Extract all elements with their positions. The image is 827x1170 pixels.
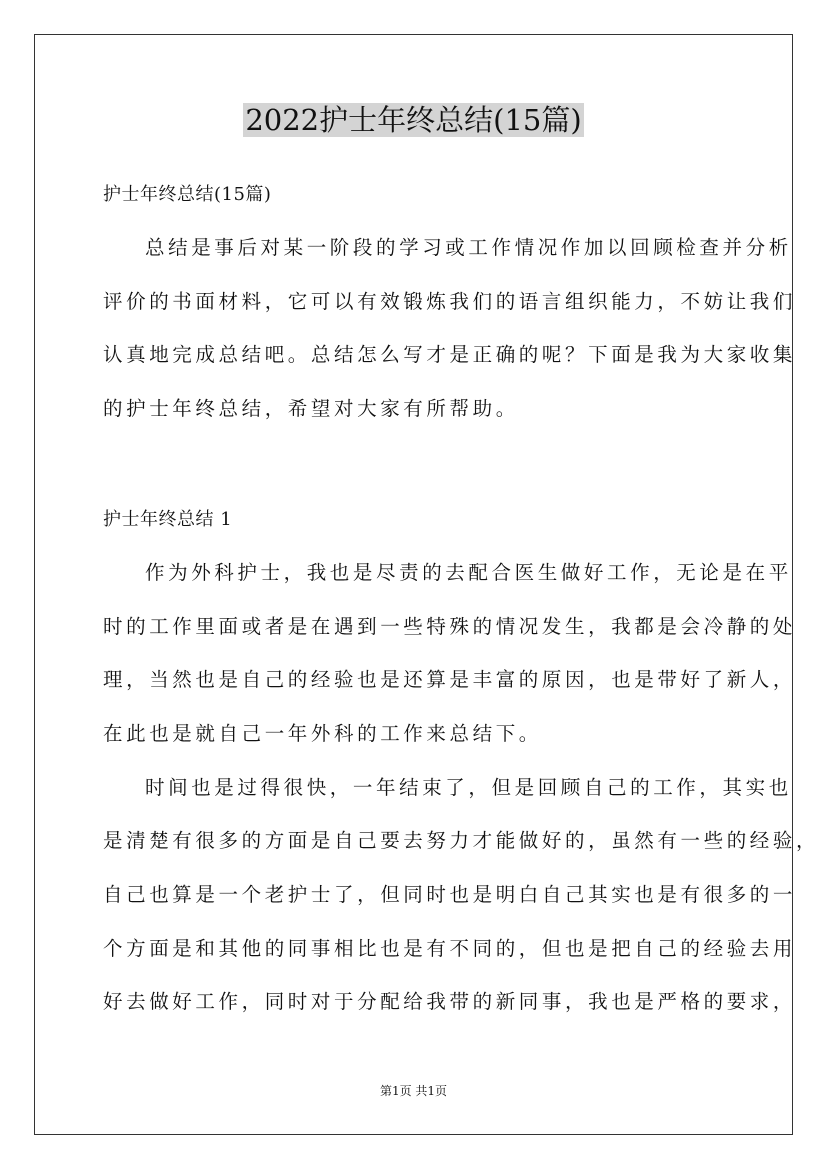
document-title-text: 2022护士年终总结(15篇) (245, 103, 582, 137)
intro-line-4: 的护士年终总结，希望对大家有所帮助。 (103, 397, 519, 420)
para1-line-3: 理，当然也是自己的经验也是还算是丰富的原因，也是带好了新人， (103, 668, 797, 691)
document-title (0, 98, 827, 142)
para2-line-5: 好去做好工作，同时对于分配给我带的新同事，我也是严格的要求， (103, 990, 797, 1013)
para2-line-4: 个方面是和其他的同事相比也是有不同的，但也是把自己的经验去用 (103, 937, 797, 960)
intro-line-2: 评价的书面材料，它可以有效锻炼我们的语言组织能力，不妨让我们 (103, 290, 797, 313)
para2-line-1: 时间也是过得很快，一年结束了，但是回顾自己的工作，其实也 (145, 776, 792, 799)
para1-line-1: 作为外科护士，我也是尽责的去配合医生做好工作，无论是在平 (145, 561, 792, 584)
para1-line-2: 时的工作里面或者是在遇到一些特殊的情况发生，我都是会冷静的处 (103, 615, 797, 638)
para2-line-3: 自己也算是一个老护士了，但同时也是明白自己其实也是有很多的一 (103, 883, 797, 906)
para2-line-2: 是清楚有很多的方面是自己要去努力才能做好的，虽然有一些的经验， (103, 829, 820, 852)
page-footer: 第1页 共1页 (379, 1084, 448, 1098)
document-subtitle: 护士年终总结(15篇) (103, 184, 272, 205)
intro-line-3: 认真地完成总结吧。总结怎么写才是正确的呢？下面是我为大家收集 (103, 343, 797, 366)
section-heading: 护士年终总结 1 (103, 509, 233, 530)
intro-line-1: 总结是事后对某一阶段的学习或工作情况作加以回顾检查并分析 (145, 236, 792, 259)
para1-line-4: 在此也是就自己一年外科的工作来总结下。 (103, 722, 542, 745)
